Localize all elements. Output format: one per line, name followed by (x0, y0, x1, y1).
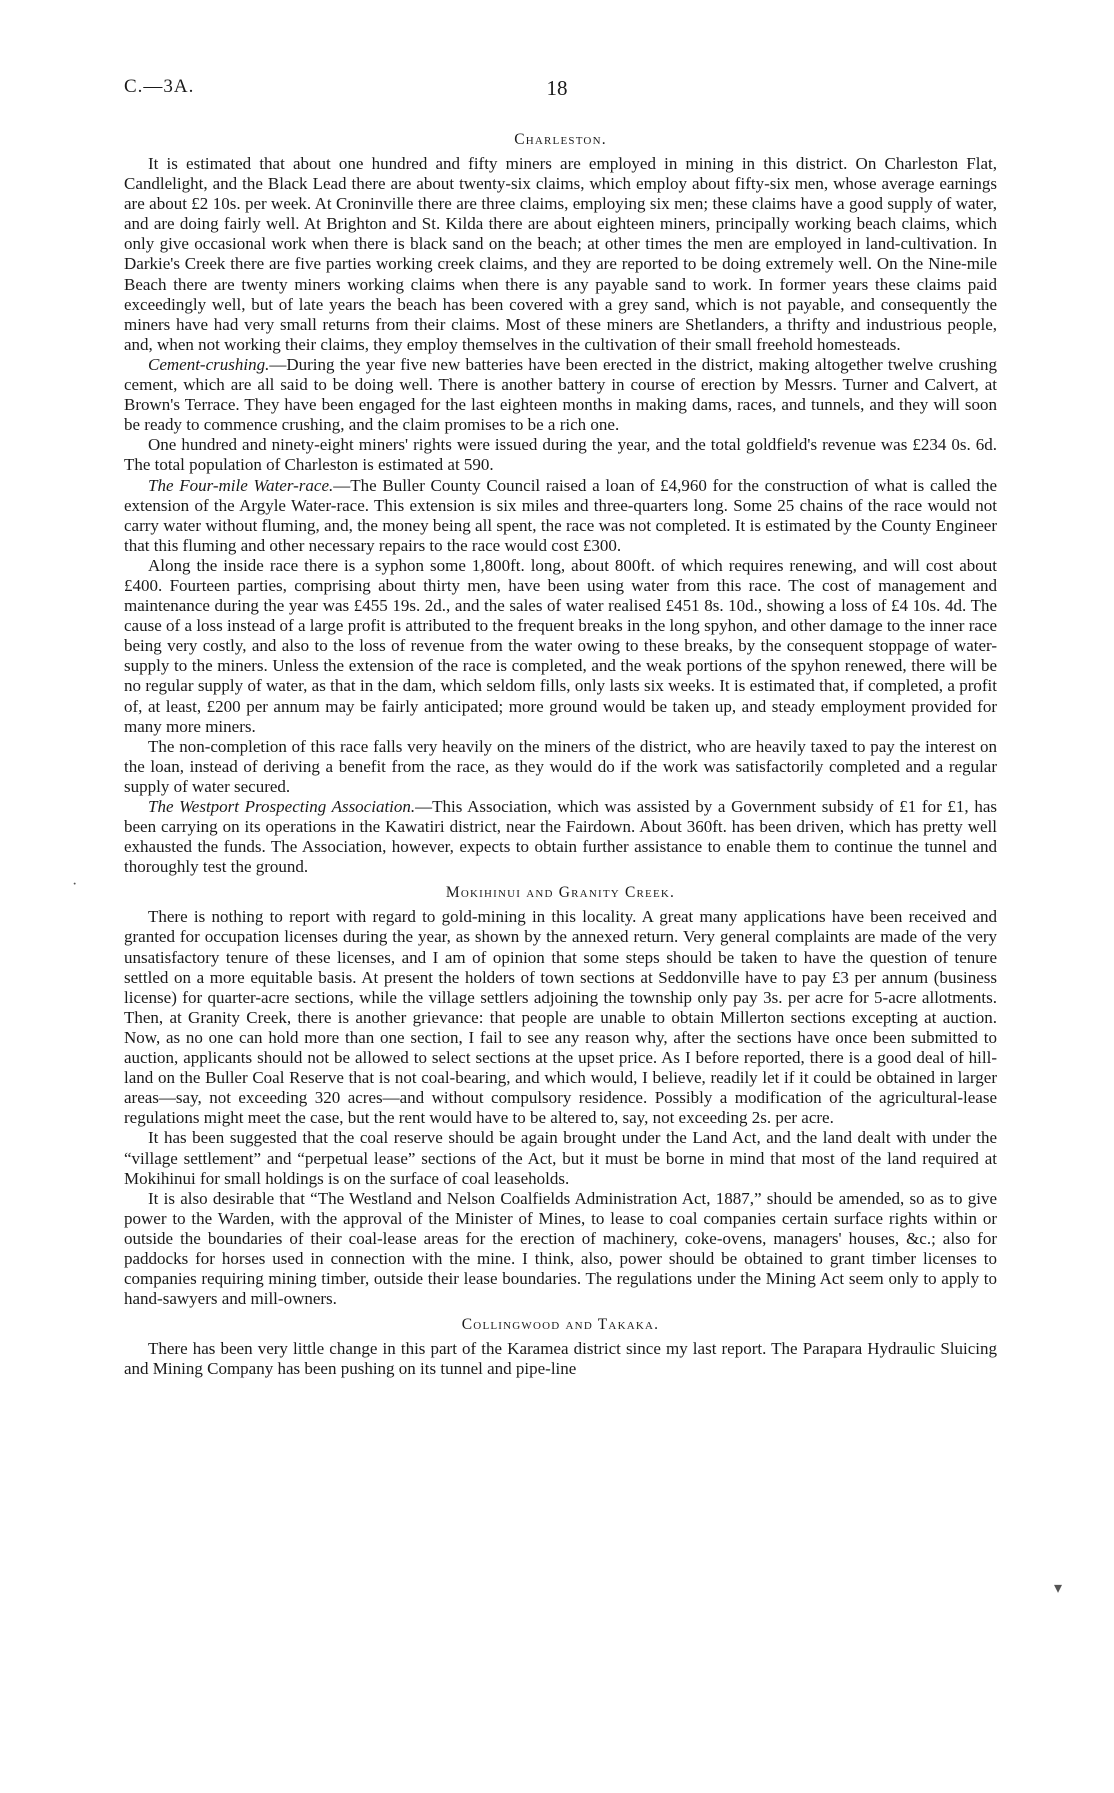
paragraph (124, 476, 997, 556)
paragraph-text: The non-completion of this race falls very heavily on the miners of the district, who are heavily taxed to pay the interest on the loan, instead of deriving a benefit from the race, as they would do if the work was satisfactorily completed and a regular supply of water secured. (124, 736, 997, 796)
page-number: 18 (546, 76, 568, 100)
paragraph (124, 154, 997, 355)
section-charleston (124, 130, 997, 877)
margin-arrow-mark: ▾ (1054, 1580, 1063, 1597)
paragraph (124, 1339, 997, 1379)
paragraph (124, 435, 997, 475)
paragraph-text: There has been very little change in this part of the Karamea district since my last report. The Parapara Hydraulic Sluicing and Mining Company has been pushing on its tunnel and pipe-line (124, 1339, 997, 1379)
paragraph-lead: Cement-crushing. (148, 354, 270, 374)
paragraph (124, 1128, 997, 1188)
margin-dot-mark: · (72, 876, 78, 893)
section-heading: Collingwood and Takaka. (461, 1316, 660, 1334)
paragraph (124, 737, 997, 797)
paragraph-lead: The Four-mile Water-race. (148, 475, 334, 495)
paragraph (124, 797, 997, 877)
page-body (124, 124, 997, 1379)
paragraph (124, 1189, 997, 1310)
paragraph (124, 355, 997, 435)
document-reference: C.—3A. (124, 76, 195, 97)
paragraph-text: —The Buller County Council raised a loan of £4,960 for the construction of what is called the extension of the Argyle Water-race. This extension is six miles and three-quarters long. Some 25 chains of the race would not carry water without fluming, and, the money being all spent, the race was not completed. It is estimated by the County Engineer that this fluming and other necessary repairs to the race would cost £300. (124, 475, 998, 555)
paragraph-text: It has been suggested that the coal reserve should be again brought under the Land Act, and the land dealt with under the “village settlement” and “perpetual lease” sections of the Act, but it must be borne in mind that most of the land required at Mokihinui for small holdings is on the surface of coal leaseholds. (124, 1128, 997, 1188)
paragraph (124, 907, 997, 1128)
paragraph-text: One hundred and ninety-eight miners' rights were issued during the year, and the total goldfield's revenue was £234 0s. 6d. The total population of Charleston is estimated at 590. (124, 435, 997, 475)
section-collingwood (124, 1315, 997, 1379)
paragraph-text: —This Association, which was assisted by a Government subsidy of £1 for £1, has been carrying on its operations in the Kawatiri district, near the Fairdown. About 360ft. has been driven, which has pretty well exhausted the funds. The Association, however, expects to obtain further assistance to enable them to continue the tunnel and thoroughly test the ground. (124, 797, 997, 877)
paragraph-text: Along the inside race there is a syphon some 1,800ft. long, about 800ft. of which requires renewing, and will cost about £400. Fourteen parties, comprising about thirty men, have been using water from this race. The cost of management and maintenance during the year was £455 19s. 2d., and the sales of water realised £451 8s. 10d., showing a loss of £4 10s. 4d. The cause of a loss instead of a large profit is attributed to the frequent breaks in the long spyhon, and other damage to the inner race being very costly, and also to the loss of revenue from the water owing to these breaks, by the consequent stoppage of water-supply to the miners. Unless the extension of the race is completed, and the weak portions of the spyhon renewed, there will be no regular supply of water, as that in the dam, which seldom fills, only lasts six weeks. It is estimated that, if completed, a profit of, at least, £200 per annum may be fairly anticipated; more ground would be taken up, and steady employment provided for many more miners. (124, 555, 997, 736)
paragraph-lead: The Westport Prospecting Association. (148, 797, 416, 816)
paragraph-text: —During the year five new batteries have been erected in the district, making altogether twelve crushing cement, which are all said to be doing well. There is another battery in course of erection by Messrs. Turner and Calvert, at Brown's Terrace. They have been engaged for the last eighteen months in making dams, races, and tunnels, and they will soon be ready to commence crushing, and the claim promises to be a rich one. (124, 354, 997, 435)
paragraph-text: It is also desirable that “The Westland and Nelson Coalfields Administration Act, 1887,” should be amended, so as to give power to the Warden, with the approval of the Minister of Mines, to lease to coal companies certain surface rights within or outside the boundaries of their coal-lease areas for the erection of machinery, coke-ovens, managers' houses, &c.; also for paddocks for horses used in connection with the mine. I think, also, power should be obtained to grant timber licenses to companies requiring mining timber, outside their lease boundaries. The regulations under the Mining Act seem only to apply to hand-sawyers and mill-owners. (124, 1188, 997, 1309)
paragraph-text: It is estimated that about one hundred and fifty miners are employed in mining in this district. On Charleston Flat, Candlelight, and the Black Lead there are about twenty-six claims, which employ about fifty-six men, whose average earnings are about £2 10s. per week. At Croninville there are three claims, employing six men; these claims have a good supply of water, and are doing fairly well. At Brighton and St. Kilda there are about eighteen miners, principally working beach claims, which only give occasional work when there is black sand on the beach; at other times the men are employed in land-cultivation. In Darkie's Creek there are five parties working creek claims, and they are reported to be doing extremely well. On the Nine-mile Beach there are twenty miners working claims when there is any payable sand to work. In former years these claims paid exceedingly well, but of late years the beach has been covered with a grey sand, which is not payable, and consequently the miners have had very small returns from their claims. Most of these miners are Shetlanders, a thrifty and industrious people, and, when not working their claims, they employ themselves in the cultivation of their small freehold homesteads. (124, 154, 997, 354)
section-mokihinui (124, 883, 997, 1309)
paragraph-text: There is nothing to report with regard to gold-mining in this locality. A great many applications have been received and granted for occupation licenses during the year, as shown by the annexed return. Very general complaints are made of the very unsatisfactory tenure of these licenses, and I am of opinion that some steps should be taken to have the question of tenure settled on a more equitable basis. At present the holders of town sections at Seddonville have to pay £3 per annum (business license) for quarter-acre sections, while the village settlers adjoining the township only pay 3s. per acre for 5-acre allotments. Then, at Granity Creek, there is another grievance: that people are unable to obtain Millerton sections excepting at auction. Now, as no one can hold more than one section, I fail to see any reason why, after the sections have once been submitted to auction, applicants should not be allowed to select sections at the upset price. As I before reported, there is a good deal of hill-land on the Buller Coal Reserve that is not coal-bearing, and which would, I believe, readily let if it could be obtained in larger areas—say, not exceeding 320 acres—and without compulsory residence. Possibly a modification of the agricultural-lease regulations might meet the case, but the rent would have to be altered to, say, not exceeding 2s. per acre. (124, 907, 997, 1128)
section-heading: Charleston. (514, 131, 607, 148)
paragraph (124, 556, 997, 737)
section-heading: Mokihinui and Granity Creek. (445, 884, 676, 902)
